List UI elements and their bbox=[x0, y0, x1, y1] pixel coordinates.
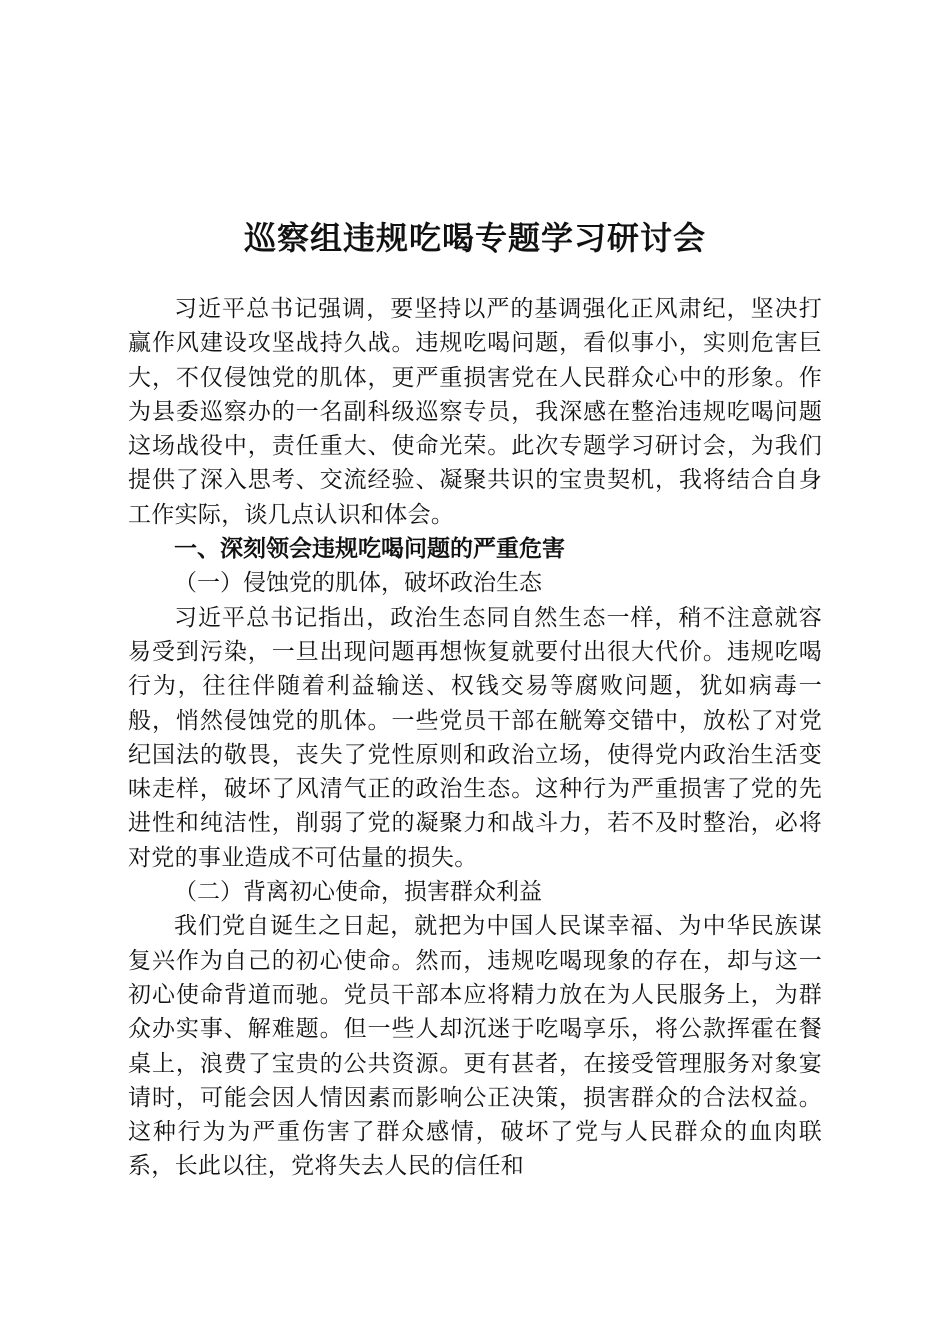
subsection-paragraph-1: 习近平总书记指出，政治生态同自然生态一样，稍不注意就容易受到污染，一旦出现问题再想恢复就要付出很大代价。违规吃喝行为，往往伴随着利益输送、权钱交易等腐败问题，犹如病毒一般，悄然侵蚀党的肌体。一些党员干部在觥筹交错中，放松了对党纪国法的敬畏，丧失了党性原则和政治立场，使得党内政治生活变味走样，破坏了风清气正的政治生态。这种行为严重损害了党的先进性和纯洁性，削弱了党的凝聚力和战斗力，若不及时整治，必将对党的事业造成不可估量的损失。 bbox=[128, 604, 822, 871]
intro-paragraph: 习近平总书记强调，要坚持以严的基调强化正风肃纪，坚决打赢作风建设攻坚战持久战。违规吃喝问题，看似事小，实则危害巨大，不仅侵蚀党的肌体，更严重损害党在人民群众心中的形象。作为县委巡察办的一名副科级巡察专员，我深感在整治违规吃喝问题这场战役中，责任重大、使命光荣。此次专题学习研讨会，为我们提供了深入思考、交流经验、凝聚共识的宝贵契机，我将结合自身工作实际，谈几点认识和体会。 bbox=[128, 296, 822, 528]
document-title: 巡察组违规吃喝专题学习研讨会 bbox=[243, 219, 706, 258]
document-body bbox=[128, 292, 822, 1184]
subsection-paragraph-2: 我们党自诞生之日起，就把为中国人民谋幸福、为中华民族谋复兴作为自己的初心使命。然而，违规吃喝现象的存在，却与这一初心使命背道而驰。党员干部本应将精力放在为人民服务上，为群众办实事、解难题。但一些人却沉迷于吃喝享乐，将公款挥霍在餐桌上，浪费了宝贵的公共资源。更有甚者，在接受管理服务对象宴请时，可能会因人情因素而影响公正决策，损害群众的合法权益。这种行为为严重伤害了群众感情，破坏了党与人民群众的血肉联系，长此以往，党将失去人民的信任和 bbox=[128, 913, 822, 1180]
section-heading-1: 一、深刻领会违规吃喝问题的严重危害 bbox=[174, 535, 565, 563]
subsection-heading-2: （二）背离初心使命，损害群众利益 bbox=[174, 879, 542, 906]
subsection-heading-1: （一）侵蚀党的肌体，破坏政治生态 bbox=[174, 570, 542, 597]
